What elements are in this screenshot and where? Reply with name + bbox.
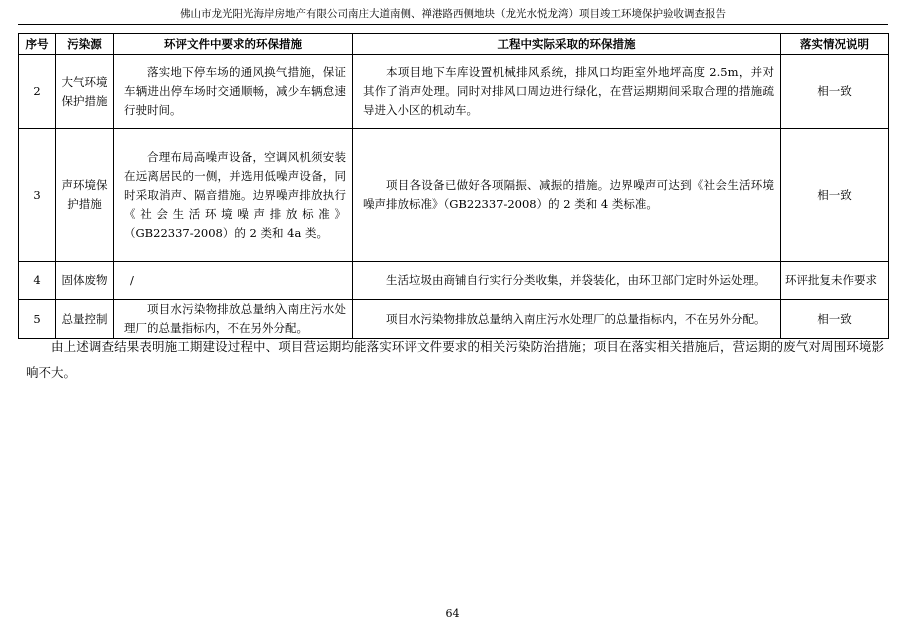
row-number: 2 [19, 55, 56, 129]
status-note: 相一致 [781, 55, 889, 129]
pollution-source: 总量控制 [56, 300, 114, 339]
table-row [19, 129, 889, 262]
header-rule [18, 24, 888, 25]
column-header-no: 序号 [19, 34, 56, 55]
actual-measure: 项目水污染物排放总量纳入南庄污水处理厂的总量指标内，不在另外分配。 [386, 311, 766, 326]
row-number: 4 [19, 262, 56, 300]
column-header-required: 环评文件中要求的环保措施 [114, 34, 353, 55]
row-number: 3 [19, 129, 56, 262]
status-note: 相一致 [781, 129, 889, 262]
actual-measure: 本项目地下车库设置机械排风系统，排风口均距室外地坪高度 2.5m，并对其作了消声处理。同时对排风口周边进行绿化，在营运期期间采取合理的措施疏导进入小区的机动车。 [363, 65, 774, 117]
required-measure: / [114, 262, 353, 300]
environmental-measures-table [18, 33, 889, 339]
actual-measure: 项目各设备已做好各项隔振、减振的措施。边界噪声可达到《社会生活环境噪声排放标准》（GB22337-2008）的 2 类和 4 类标准。 [363, 178, 774, 211]
conclusion-paragraph: 由上述调查结果表明施工期建设过程中、项目营运期均能落实环评文件要求的相关污染防治措施；项目在落实相关措施后，营运期的废气对周围环境影响不大。 [26, 339, 884, 380]
page-number: 64 [445, 607, 460, 620]
pollution-source: 声环境保护措施 [56, 129, 114, 262]
required-measure: 合理布局高噪声设备，空调风机须安装在远离居民的一侧，并选用低噪声设备，同时采取消声、隔音措施。边界噪声排放执行《社会生活环境噪声排放标准》（GB22337-2008）的 2 类和 4a 类。 [124, 149, 346, 240]
column-header-status: 落实情况说明 [781, 34, 889, 55]
page-header-title: 佛山市龙光阳光海岸房地产有限公司南庄大道南侧、禅港路西侧地块（龙光水悦龙湾）项目竣工环境保护验收调查报告 [180, 8, 726, 20]
pollution-source: 固体废物 [56, 262, 114, 300]
table-row [19, 300, 889, 339]
table-row [19, 262, 889, 300]
status-note: 环评批复未作要求 [781, 262, 889, 300]
pollution-source: 大气环境保护措施 [56, 55, 114, 129]
table-header-row [19, 34, 889, 55]
column-header-source: 污染源 [56, 34, 114, 55]
required-measure: 落实地下停车场的通风换气措施，保证车辆进出停车场时交通顺畅，减少车辆怠速行驶时间。 [124, 65, 346, 117]
row-number: 5 [19, 300, 56, 339]
actual-measure: 生活垃圾由商铺自行实行分类收集，并袋装化，由环卫部门定时外运处理。 [386, 273, 766, 287]
column-header-actual: 工程中实际采取的环保措施 [353, 34, 781, 55]
status-note: 相一致 [781, 300, 889, 339]
table-row [19, 55, 889, 129]
required-measure: 项目水污染物排放总量纳入南庄污水处理厂的总量指标内，不在另外分配。 [124, 302, 346, 335]
